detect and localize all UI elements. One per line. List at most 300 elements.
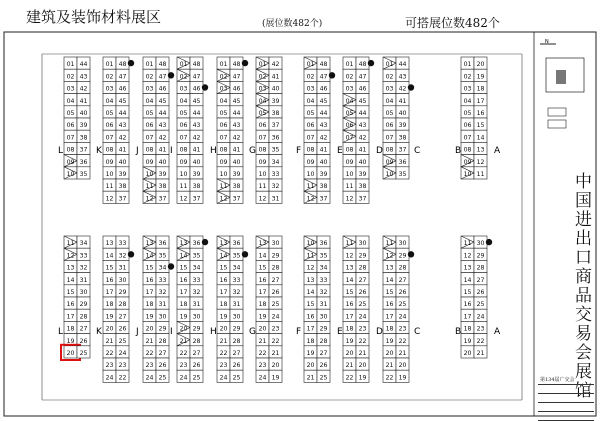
booth-cell[interactable]	[116, 81, 129, 93]
booth-cell[interactable]	[156, 321, 169, 333]
booth-cell[interactable]	[383, 285, 396, 297]
booth-cell[interactable]	[156, 297, 169, 309]
booth-cell[interactable]	[217, 106, 230, 118]
booth-cell[interactable]	[230, 297, 243, 309]
booth-cell[interactable]	[177, 81, 190, 93]
booth-cell[interactable]	[317, 142, 330, 154]
booth-cell[interactable]	[156, 69, 169, 81]
booth-cell[interactable]	[269, 106, 282, 118]
booth-cell[interactable]	[256, 297, 269, 309]
booth-cell[interactable]	[304, 260, 317, 272]
booth-cell[interactable]	[156, 260, 169, 272]
booth-cell[interactable]	[269, 346, 282, 358]
booth-cell[interactable]	[356, 155, 369, 167]
booth-cell[interactable]	[77, 297, 90, 309]
booth-cell[interactable]	[116, 94, 129, 106]
booth-cell[interactable]	[116, 191, 129, 203]
booth-cell[interactable]	[383, 81, 396, 93]
booth-cell[interactable]	[383, 297, 396, 309]
booth-cell[interactable]	[230, 260, 243, 272]
booth-cell[interactable]	[64, 321, 77, 333]
booth-cell[interactable]	[156, 273, 169, 285]
booth-cell[interactable]	[217, 260, 230, 272]
booth-cell[interactable]	[317, 167, 330, 179]
booth-cell[interactable]	[474, 260, 487, 272]
booth-cell[interactable]	[269, 57, 282, 69]
booth-cell[interactable]	[177, 370, 190, 382]
booth-cell[interactable]	[103, 69, 116, 81]
booth-cell[interactable]	[383, 130, 396, 142]
booth-cell[interactable]	[474, 142, 487, 154]
booth-cell[interactable]	[77, 248, 90, 260]
booth-cell[interactable]	[190, 155, 203, 167]
booth-cell[interactable]	[317, 69, 330, 81]
booth-cell[interactable]	[396, 321, 409, 333]
booth-cell[interactable]	[396, 118, 409, 130]
booth-cell[interactable]	[230, 69, 243, 81]
booth-cell[interactable]	[217, 309, 230, 321]
booth-cell[interactable]	[156, 358, 169, 370]
booth-cell[interactable]	[256, 370, 269, 382]
booth-cell[interactable]	[190, 260, 203, 272]
booth-cell[interactable]	[177, 179, 190, 191]
booth-cell[interactable]	[474, 69, 487, 81]
booth-cell[interactable]	[143, 118, 156, 130]
booth-cell[interactable]	[461, 297, 474, 309]
booth-cell[interactable]	[156, 118, 169, 130]
booth-cell[interactable]	[383, 370, 396, 382]
booth-cell[interactable]	[64, 273, 77, 285]
booth-cell[interactable]	[343, 297, 356, 309]
booth-cell[interactable]	[343, 358, 356, 370]
booth-cell[interactable]	[356, 370, 369, 382]
booth-cell[interactable]	[269, 273, 282, 285]
booth-cell[interactable]	[77, 118, 90, 130]
booth-cell[interactable]	[461, 130, 474, 142]
booth-cell[interactable]	[304, 309, 317, 321]
booth-cell[interactable]	[77, 106, 90, 118]
booth-cell[interactable]	[256, 273, 269, 285]
booth-cell[interactable]	[269, 155, 282, 167]
booth-cell[interactable]	[356, 346, 369, 358]
booth-cell[interactable]	[103, 358, 116, 370]
booth-cell[interactable]	[156, 142, 169, 154]
booth-cell[interactable]	[230, 236, 243, 248]
booth-cell[interactable]	[230, 309, 243, 321]
booth-cell[interactable]	[304, 370, 317, 382]
booth-cell[interactable]	[217, 370, 230, 382]
booth-cell[interactable]	[474, 94, 487, 106]
booth-cell[interactable]	[304, 334, 317, 346]
booth-cell[interactable]	[383, 358, 396, 370]
booth-cell[interactable]	[269, 260, 282, 272]
booth-cell[interactable]	[317, 179, 330, 191]
booth-cell[interactable]	[461, 309, 474, 321]
booth-cell[interactable]	[143, 297, 156, 309]
booth-cell[interactable]	[317, 236, 330, 248]
booth-cell[interactable]	[217, 130, 230, 142]
booth-cell[interactable]	[256, 130, 269, 142]
booth-cell[interactable]	[383, 142, 396, 154]
booth-cell[interactable]	[230, 57, 243, 69]
booth-cell[interactable]	[190, 191, 203, 203]
booth-cell[interactable]	[190, 273, 203, 285]
booth-cell[interactable]	[474, 297, 487, 309]
booth-cell[interactable]	[190, 309, 203, 321]
booth-cell[interactable]	[190, 297, 203, 309]
booth-cell[interactable]	[304, 167, 317, 179]
booth-cell[interactable]	[256, 179, 269, 191]
booth-cell[interactable]	[190, 248, 203, 260]
booth-cell[interactable]	[343, 260, 356, 272]
booth-cell[interactable]	[317, 273, 330, 285]
booth-cell[interactable]	[304, 285, 317, 297]
booth-cell[interactable]	[396, 236, 409, 248]
booth-cell[interactable]	[474, 167, 487, 179]
booth-cell[interactable]	[304, 358, 317, 370]
booth-cell[interactable]	[356, 260, 369, 272]
booth-cell[interactable]	[156, 106, 169, 118]
booth-cell[interactable]	[77, 321, 90, 333]
booth-cell[interactable]	[396, 57, 409, 69]
booth-cell[interactable]	[317, 346, 330, 358]
booth-cell[interactable]	[343, 57, 356, 69]
booth-cell[interactable]	[383, 94, 396, 106]
booth-cell[interactable]	[396, 334, 409, 346]
booth-cell[interactable]	[190, 179, 203, 191]
booth-cell[interactable]	[230, 106, 243, 118]
booth-cell[interactable]	[116, 69, 129, 81]
booth-cell[interactable]	[317, 191, 330, 203]
booth-cell[interactable]	[217, 358, 230, 370]
booth-cell[interactable]	[64, 130, 77, 142]
booth-cell[interactable]	[64, 309, 77, 321]
booth-cell[interactable]	[461, 273, 474, 285]
booth-cell[interactable]	[461, 346, 474, 358]
booth-cell[interactable]	[396, 142, 409, 154]
booth-cell[interactable]	[143, 285, 156, 297]
booth-cell[interactable]	[143, 334, 156, 346]
booth-cell[interactable]	[103, 142, 116, 154]
booth-cell[interactable]	[461, 285, 474, 297]
booth-cell[interactable]	[383, 273, 396, 285]
booth-cell[interactable]	[64, 81, 77, 93]
booth-cell[interactable]	[474, 130, 487, 142]
booth-cell[interactable]	[396, 106, 409, 118]
booth-cell[interactable]	[461, 94, 474, 106]
booth-cell[interactable]	[356, 118, 369, 130]
booth-cell[interactable]	[461, 81, 474, 93]
booth-cell[interactable]	[256, 334, 269, 346]
booth-cell[interactable]	[343, 142, 356, 154]
booth-cell[interactable]	[461, 334, 474, 346]
booth-cell[interactable]	[230, 130, 243, 142]
booth-cell[interactable]	[269, 191, 282, 203]
booth-cell[interactable]	[269, 248, 282, 260]
booth-cell[interactable]	[230, 248, 243, 260]
booth-cell[interactable]	[217, 321, 230, 333]
booth-cell[interactable]	[156, 191, 169, 203]
booth-cell[interactable]	[177, 142, 190, 154]
booth-cell[interactable]	[103, 155, 116, 167]
booth-cell[interactable]	[103, 273, 116, 285]
booth-cell[interactable]	[343, 273, 356, 285]
booth-cell[interactable]	[396, 358, 409, 370]
booth-cell[interactable]	[474, 57, 487, 69]
booth-cell[interactable]	[103, 106, 116, 118]
booth-cell[interactable]	[116, 167, 129, 179]
booth-cell[interactable]	[143, 358, 156, 370]
booth-cell[interactable]	[177, 118, 190, 130]
booth-cell[interactable]	[156, 94, 169, 106]
booth-cell[interactable]	[304, 142, 317, 154]
booth-cell[interactable]	[317, 297, 330, 309]
booth-cell[interactable]	[190, 81, 203, 93]
booth-cell[interactable]	[77, 155, 90, 167]
booth-cell[interactable]	[474, 321, 487, 333]
booth-cell[interactable]	[256, 285, 269, 297]
booth-cell[interactable]	[77, 130, 90, 142]
booth-cell[interactable]	[230, 285, 243, 297]
booth-cell[interactable]	[103, 81, 116, 93]
booth-cell[interactable]	[156, 285, 169, 297]
booth-cell[interactable]	[383, 69, 396, 81]
booth-cell[interactable]	[356, 191, 369, 203]
booth-cell[interactable]	[269, 358, 282, 370]
booth-cell[interactable]	[116, 346, 129, 358]
booth-cell[interactable]	[217, 94, 230, 106]
booth-cell[interactable]	[116, 179, 129, 191]
booth-cell[interactable]	[190, 370, 203, 382]
booth-cell[interactable]	[356, 69, 369, 81]
booth-cell[interactable]	[383, 321, 396, 333]
booth-cell[interactable]	[317, 94, 330, 106]
booth-cell[interactable]	[143, 260, 156, 272]
booth-cell[interactable]	[77, 236, 90, 248]
booth-cell[interactable]	[304, 69, 317, 81]
booth-cell[interactable]	[190, 142, 203, 154]
booth-cell[interactable]	[396, 273, 409, 285]
booth-cell[interactable]	[356, 179, 369, 191]
booth-cell[interactable]	[256, 167, 269, 179]
booth-cell[interactable]	[217, 167, 230, 179]
booth-cell[interactable]	[356, 358, 369, 370]
booth-cell[interactable]	[269, 297, 282, 309]
booth-cell[interactable]	[143, 273, 156, 285]
booth-cell[interactable]	[116, 260, 129, 272]
booth-cell[interactable]	[116, 321, 129, 333]
booth-cell[interactable]	[217, 285, 230, 297]
booth-cell[interactable]	[230, 94, 243, 106]
booth-cell[interactable]	[396, 370, 409, 382]
booth-cell[interactable]	[217, 118, 230, 130]
booth-cell[interactable]	[317, 57, 330, 69]
booth-cell[interactable]	[190, 57, 203, 69]
booth-cell[interactable]	[103, 191, 116, 203]
booth-cell[interactable]	[103, 321, 116, 333]
booth-cell[interactable]	[356, 81, 369, 93]
booth-cell[interactable]	[230, 273, 243, 285]
booth-cell[interactable]	[230, 179, 243, 191]
booth-cell[interactable]	[269, 167, 282, 179]
booth-cell[interactable]	[343, 248, 356, 260]
booth-cell[interactable]	[230, 142, 243, 154]
booth-cell[interactable]	[317, 334, 330, 346]
booth-cell[interactable]	[396, 94, 409, 106]
booth-cell[interactable]	[304, 321, 317, 333]
booth-cell[interactable]	[103, 370, 116, 382]
booth-cell[interactable]	[461, 57, 474, 69]
booth-cell[interactable]	[269, 309, 282, 321]
booth-cell[interactable]	[356, 285, 369, 297]
booth-cell[interactable]	[461, 106, 474, 118]
booth-cell[interactable]	[217, 142, 230, 154]
booth-cell[interactable]	[230, 346, 243, 358]
booth-cell[interactable]	[256, 321, 269, 333]
booth-cell[interactable]	[177, 273, 190, 285]
booth-cell[interactable]	[190, 167, 203, 179]
booth-cell[interactable]	[156, 334, 169, 346]
booth-cell[interactable]	[383, 309, 396, 321]
booth-cell[interactable]	[256, 155, 269, 167]
booth-cell[interactable]	[177, 94, 190, 106]
booth-cell[interactable]	[143, 346, 156, 358]
booth-cell[interactable]	[64, 142, 77, 154]
booth-cell[interactable]	[143, 69, 156, 81]
booth-cell[interactable]	[77, 69, 90, 81]
booth-cell[interactable]	[116, 334, 129, 346]
booth-cell[interactable]	[177, 309, 190, 321]
booth-cell[interactable]	[177, 297, 190, 309]
booth-cell[interactable]	[317, 260, 330, 272]
booth-cell[interactable]	[230, 334, 243, 346]
booth-cell[interactable]	[103, 248, 116, 260]
booth-cell[interactable]	[461, 248, 474, 260]
booth-cell[interactable]	[230, 321, 243, 333]
booth-cell[interactable]	[103, 118, 116, 130]
booth-cell[interactable]	[156, 130, 169, 142]
booth-cell[interactable]	[269, 321, 282, 333]
booth-cell[interactable]	[256, 358, 269, 370]
booth-cell[interactable]	[343, 285, 356, 297]
booth-cell[interactable]	[190, 130, 203, 142]
booth-cell[interactable]	[64, 346, 77, 358]
booth-cell[interactable]	[116, 155, 129, 167]
booth-cell[interactable]	[143, 130, 156, 142]
booth-cell[interactable]	[396, 285, 409, 297]
booth-cell[interactable]	[77, 142, 90, 154]
booth-cell[interactable]	[116, 236, 129, 248]
booth-cell[interactable]	[116, 248, 129, 260]
booth-cell[interactable]	[103, 309, 116, 321]
booth-cell[interactable]	[103, 334, 116, 346]
booth-cell[interactable]	[116, 106, 129, 118]
booth-cell[interactable]	[116, 142, 129, 154]
booth-cell[interactable]	[64, 118, 77, 130]
booth-cell[interactable]	[177, 155, 190, 167]
booth-cell[interactable]	[317, 155, 330, 167]
booth-cell[interactable]	[396, 248, 409, 260]
booth-cell[interactable]	[396, 81, 409, 93]
booth-cell[interactable]	[269, 69, 282, 81]
booth-cell[interactable]	[77, 81, 90, 93]
booth-cell[interactable]	[64, 57, 77, 69]
booth-cell[interactable]	[143, 142, 156, 154]
booth-cell[interactable]	[356, 167, 369, 179]
booth-cell[interactable]	[230, 191, 243, 203]
booth-cell[interactable]	[343, 155, 356, 167]
booth-cell[interactable]	[396, 69, 409, 81]
booth-cell[interactable]	[156, 370, 169, 382]
booth-cell[interactable]	[64, 106, 77, 118]
booth-cell[interactable]	[230, 358, 243, 370]
booth-cell[interactable]	[396, 167, 409, 179]
booth-cell[interactable]	[356, 248, 369, 260]
booth-cell[interactable]	[269, 370, 282, 382]
booth-cell[interactable]	[396, 297, 409, 309]
booth-cell[interactable]	[230, 370, 243, 382]
booth-cell[interactable]	[103, 285, 116, 297]
booth-cell[interactable]	[343, 81, 356, 93]
booth-cell[interactable]	[317, 106, 330, 118]
booth-cell[interactable]	[474, 236, 487, 248]
booth-cell[interactable]	[190, 94, 203, 106]
booth-cell[interactable]	[356, 94, 369, 106]
booth-cell[interactable]	[64, 297, 77, 309]
booth-cell[interactable]	[143, 81, 156, 93]
booth-cell[interactable]	[77, 309, 90, 321]
booth-cell[interactable]	[230, 81, 243, 93]
booth-cell[interactable]	[190, 285, 203, 297]
booth-cell[interactable]	[156, 309, 169, 321]
booth-cell[interactable]	[143, 370, 156, 382]
booth-cell[interactable]	[103, 260, 116, 272]
booth-cell[interactable]	[143, 57, 156, 69]
booth-cell[interactable]	[356, 236, 369, 248]
booth-cell[interactable]	[343, 309, 356, 321]
booth-cell[interactable]	[116, 285, 129, 297]
booth-cell[interactable]	[177, 167, 190, 179]
booth-cell[interactable]	[356, 273, 369, 285]
booth-cell[interactable]	[77, 273, 90, 285]
booth-cell[interactable]	[156, 167, 169, 179]
booth-cell[interactable]	[143, 106, 156, 118]
booth-cell[interactable]	[317, 370, 330, 382]
booth-cell[interactable]	[396, 155, 409, 167]
booth-cell[interactable]	[116, 130, 129, 142]
booth-cell[interactable]	[474, 155, 487, 167]
booth-cell[interactable]	[190, 358, 203, 370]
booth-cell[interactable]	[396, 130, 409, 142]
booth-cell[interactable]	[116, 297, 129, 309]
booth-cell[interactable]	[396, 309, 409, 321]
booth-cell[interactable]	[77, 94, 90, 106]
booth-cell[interactable]	[461, 260, 474, 272]
booth-cell[interactable]	[474, 309, 487, 321]
booth-cell[interactable]	[177, 130, 190, 142]
booth-cell[interactable]	[304, 346, 317, 358]
booth-cell[interactable]	[77, 285, 90, 297]
booth-cell[interactable]	[103, 57, 116, 69]
booth-cell[interactable]	[177, 106, 190, 118]
booth-cell[interactable]	[230, 155, 243, 167]
booth-cell[interactable]	[304, 118, 317, 130]
booth-cell[interactable]	[461, 118, 474, 130]
booth-cell[interactable]	[156, 179, 169, 191]
booth-cell[interactable]	[304, 155, 317, 167]
booth-cell[interactable]	[356, 321, 369, 333]
booth-cell[interactable]	[103, 346, 116, 358]
